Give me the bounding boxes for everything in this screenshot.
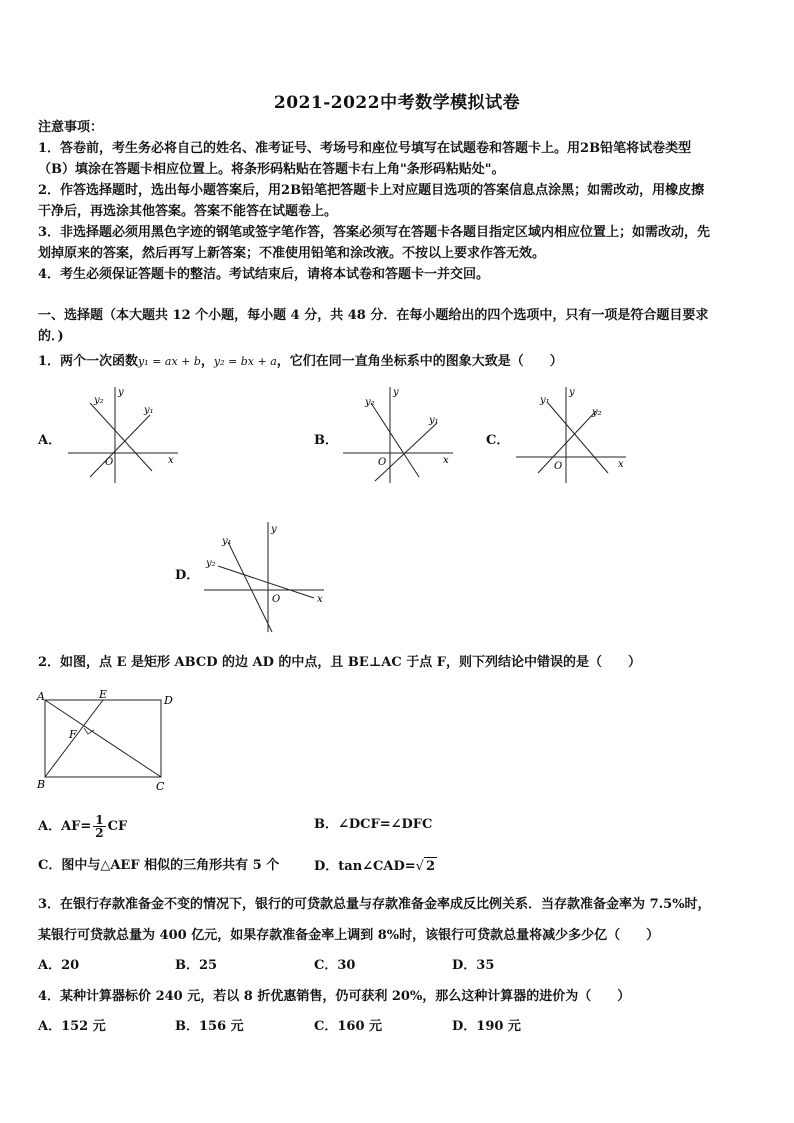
q2-option-d: D．tan∠CAD=√ 2 — [314, 859, 435, 874]
label-x: x — [443, 455, 449, 466]
label-y: y — [271, 524, 277, 535]
label-y2: y₂ — [592, 407, 602, 418]
label-x: x — [168, 455, 174, 466]
notice-line: 划掉原来的答案，然后再写上新答案；不准使用铅笔和涂改液。不按以上要求作答无效。 — [38, 246, 546, 261]
fraction-one-half: $\frac{1}{2}$ — [95, 813, 104, 840]
q1-option-b-label: B． — [314, 433, 338, 448]
q1-option-c-label: C． — [486, 433, 510, 448]
vertex-a: A — [37, 690, 45, 703]
label-y: y — [569, 387, 575, 398]
vertex-b: B — [37, 778, 46, 791]
q1-graph-d — [196, 520, 331, 635]
q3-option-a: A．20 — [38, 958, 80, 973]
q1-graph-c — [508, 385, 633, 485]
section-heading: 一、选择题（本大题共 12 个小题，每小题 4 分，共 48 分．在每小题给出的四个选项中，只有一项是符合题目要求 — [38, 308, 709, 323]
question-3-stem: 3．在银行存款准备金不变的情况下，银行的可贷款总量与存款准备金率成反比例关系．当存款准备金率为 7.5%时， — [38, 897, 711, 912]
sqrt-radicand: 2 — [425, 859, 435, 874]
q1-option-a-label: A． — [38, 433, 62, 448]
section-heading-cont: 的．) — [38, 329, 64, 344]
equation-y2: y₂ = bx + a — [213, 355, 277, 368]
notice-line: 干净后，再选涂其他答案。答案不能答在试题卷上。 — [38, 204, 338, 219]
label-origin: O — [105, 457, 114, 468]
question-4-stem: 4．某种计算器标价 240 元，若以 8 折优惠销售，仍可获利 20%，那么这种计算器的进价为（ ） — [38, 989, 631, 1004]
label-y2: y₂ — [206, 558, 216, 569]
question-1-stem: 1．两个一次函数y₁ = ax + b，y₂ = bx + a，它们在同一直角坐标系中的图象大致是（ ） — [38, 354, 563, 369]
notice-heading: 注意事项： — [38, 120, 104, 135]
label-y1: y₁ — [222, 536, 232, 547]
q4-option-d: D．190 元 — [452, 1019, 521, 1034]
label-origin: O — [378, 457, 387, 468]
question-3-stem-cont: 某银行可贷款总量为 400 亿元，如果存款准备金率上调到 8%时，该银行可贷款总量将减少多少亿（ ） — [38, 928, 660, 943]
label-x: x — [317, 594, 323, 605]
label-y1: y₁ — [540, 395, 550, 406]
label-y: y — [118, 387, 124, 398]
q2-option-b: B．∠DCF=∠DFC — [314, 817, 433, 832]
q2-option-a: A．AF= $\frac{1}{2}$ CF — [38, 813, 128, 840]
label-origin: O — [272, 594, 281, 605]
notice-line: 4．考生必须保证答题卡的整洁。考试结束后，请将本试卷和答题卡一并交回。 — [38, 267, 490, 282]
label-y2: y₂ — [365, 397, 375, 408]
point-f: F — [69, 728, 77, 741]
label-y1: y₁ — [144, 405, 154, 416]
notice-line: 1．答卷前，考生务必将自己的姓名、准考证号、考场号和座位号填写在试题卷和答题卡上。用2B铅笔将试卷类型 — [38, 141, 692, 156]
q4-option-b: B．156 元 — [175, 1019, 244, 1034]
q1-graph-b — [335, 385, 460, 485]
question-2-stem: 2．如图，点 E 是矩形 ABCD 的边 AD 的中点，且 BE⊥AC 于点 F，则下列结论中错误的是（ ） — [38, 655, 642, 670]
label-y: y — [393, 387, 399, 398]
q4-option-a: A．152 元 — [38, 1019, 106, 1034]
page-title: 2021-2022中考数学模拟试卷 — [273, 93, 521, 113]
q3-option-b: B．25 — [175, 958, 218, 973]
vertex-d: D — [164, 694, 173, 707]
q4-option-c: C．160 元 — [314, 1019, 383, 1034]
notice-line: （B）填涂在答题卡相应位置上。将条形码粘贴在答题卡右上角"条形码粘贴处"。 — [38, 162, 505, 177]
label-y1: y₁ — [429, 415, 439, 426]
equation-y1: y₁ = ax + b — [138, 355, 201, 368]
vertex-c: C — [156, 780, 165, 793]
label-y2: y₂ — [94, 395, 104, 406]
q2-option-c: C．图中与△AEF 相似的三角形共有 5 个 — [38, 858, 280, 873]
label-x: x — [618, 459, 624, 470]
q2-rectangle-figure — [36, 688, 181, 796]
vertex-e: E — [99, 688, 108, 701]
q1-graph-a — [60, 385, 185, 485]
notice-line: 2．作答选择题时，选出每小题答案后，用2B铅笔把答题卡上对应题目选项的答案信息点涂黑；如需改动，用橡皮擦 — [38, 183, 705, 198]
q3-option-d: D．35 — [452, 958, 495, 973]
label-origin: O — [554, 461, 563, 472]
q1-option-d-label: D． — [175, 568, 200, 583]
notice-line: 3．非选择题必须用黑色字迹的钢笔或签字笔作答，答案必须写在答题卡各题目指定区域内相应位置上；如需改动，先 — [38, 225, 711, 240]
q3-option-c: C．30 — [314, 958, 356, 973]
